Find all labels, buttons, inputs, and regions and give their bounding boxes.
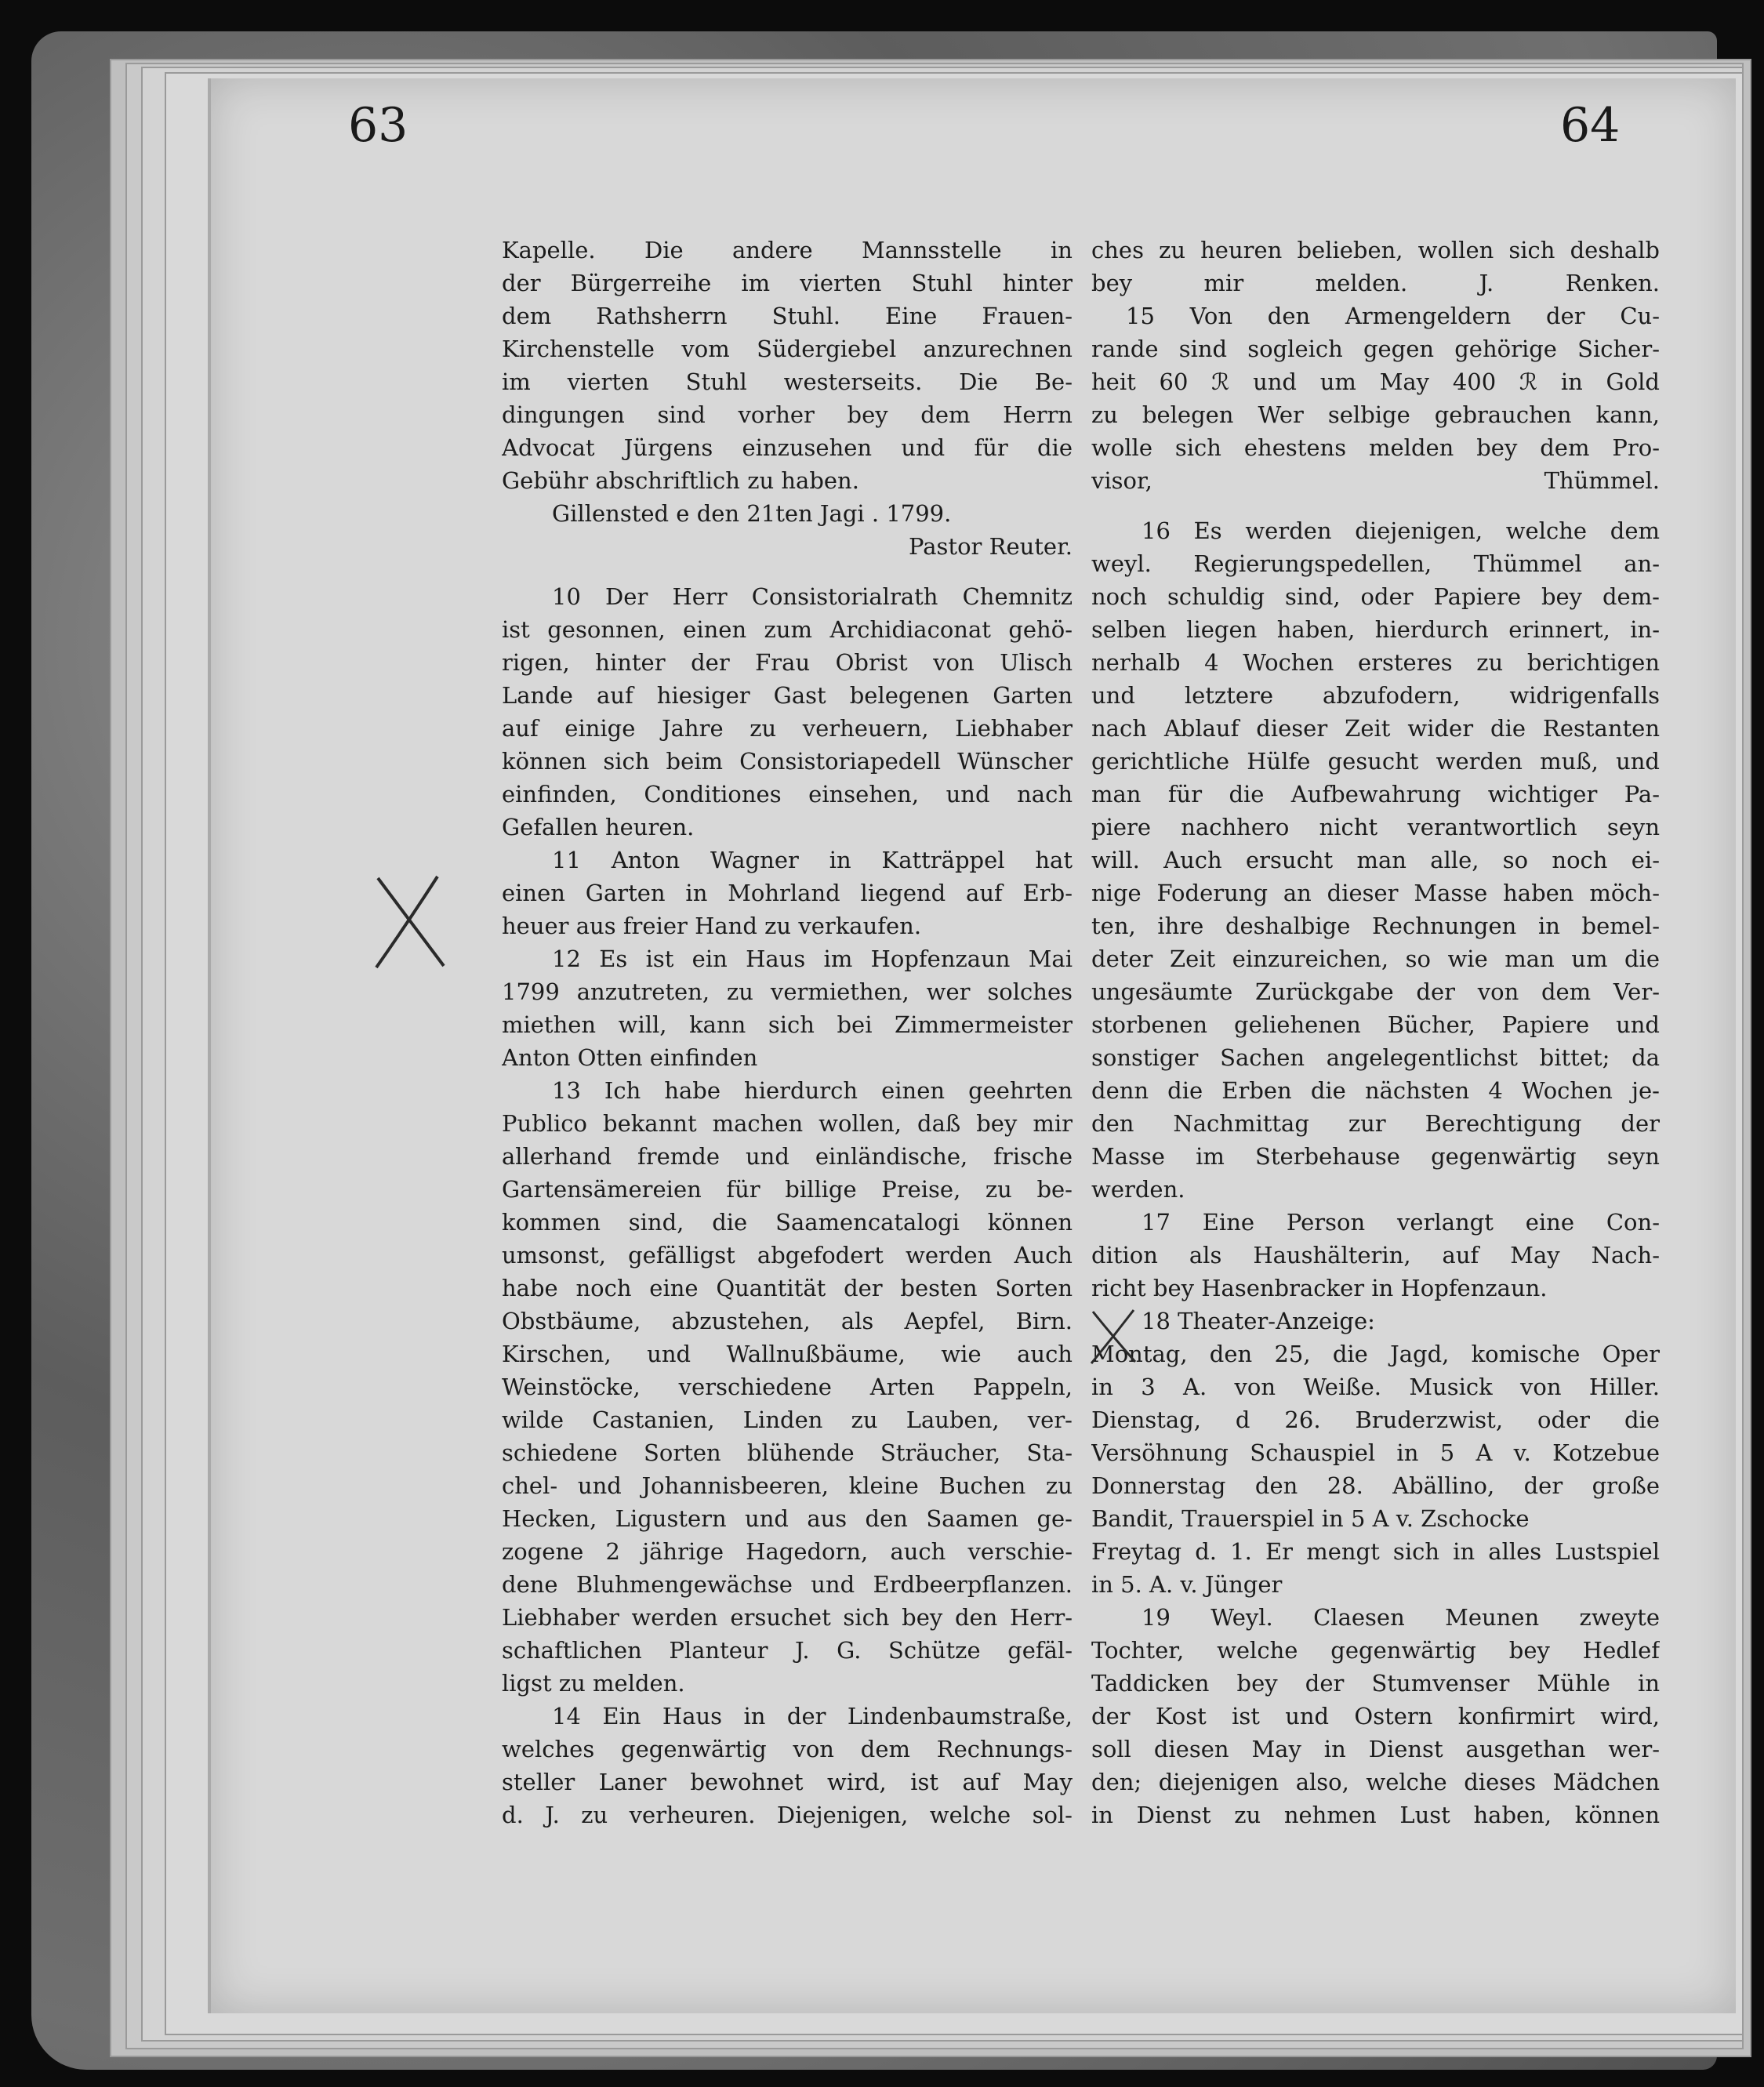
text-line: piere nachhero nicht verantwortlich seyn: [1091, 814, 1660, 840]
text-line: 18 Theater-Anzeige:: [1142, 1308, 1375, 1334]
text-line: 16 Es werden diejenigen, welche dem: [1142, 517, 1660, 544]
text-line: heit 60 ℛ und um May 400 ℛ in Gold: [1091, 368, 1660, 395]
text-line: umsonst, gefälligst abgefodert werden Auch: [502, 1242, 1073, 1269]
text-line: zogene 2 jährige Hagedorn, auch verschie-: [502, 1538, 1073, 1565]
text-line: Kapelle. Die andere Mannsstelle in: [502, 237, 1073, 263]
text-line: der Bürgerreihe im vierten Stuhl hinter: [502, 270, 1073, 296]
text-line: ches zu heuren belieben, wollen sich deshalb: [1091, 237, 1660, 263]
text-line: Liebhaber werden ersuchet sich bey den Herr-: [502, 1604, 1073, 1631]
text-line: 12 Es ist ein Haus im Hopfenzaun Mai: [552, 946, 1073, 972]
text-line: in 5. A. v. Jünger: [1091, 1571, 1283, 1598]
text-line: schaftlichen Planteur J. G. Schütze gefäl-: [502, 1637, 1073, 1664]
text-line: 10 Der Herr Consistorialrath Chemnitz: [552, 583, 1073, 610]
text-column-right: [1091, 234, 1660, 1990]
text-line: Hecken, Ligustern und aus den Saamen ge-: [502, 1505, 1073, 1532]
text-line: ligst zu melden.: [502, 1670, 685, 1697]
text-line: richt bey Hasenbracker in Hopfenzaun.: [1091, 1275, 1548, 1301]
text-line: Kirschen, und Wallnußbäume, wie auch: [502, 1341, 1073, 1367]
text-line: nach Ablauf dieser Zeit wider die Restanten: [1091, 715, 1660, 742]
text-line: Advocat Jürgens einzusehen und für die: [502, 434, 1073, 461]
text-line: bey mir melden. J. Renken.: [1091, 270, 1660, 296]
text-line: visor, Thümmel.: [1091, 467, 1660, 494]
text-line: Montag, den 25, die Jagd, komische Oper: [1091, 1341, 1660, 1367]
text-line: noch schuldig sind, oder Papiere bey dem-: [1091, 583, 1660, 610]
text-line: Gillensted e den 21ten Jagi . 1799.: [552, 500, 952, 527]
text-line: chel- und Johannisbeeren, kleine Buchen zu: [502, 1472, 1073, 1499]
text-line: d. J. zu verheuren. Diejenigen, welche sol-: [502, 1802, 1073, 1828]
text-line: 14 Ein Haus in der Lindenbaumstraße,: [552, 1703, 1073, 1729]
text-line: Versöhnung Schauspiel in 5 A v. Kotzebue: [1091, 1439, 1660, 1466]
text-line: Anton Otten einfinden: [502, 1044, 758, 1071]
text-line: 11 Anton Wagner in Katträppel hat: [552, 847, 1073, 873]
text-line: den; diejenigen also, welche dieses Mädchen: [1091, 1769, 1660, 1795]
page-number-right: 64: [1560, 98, 1621, 153]
page-number-left: 63: [348, 98, 408, 153]
text-line: kommen sind, die Saamencatalogi können: [502, 1209, 1073, 1236]
text-line: will. Auch ersucht man alle, so noch ei-: [1091, 847, 1660, 873]
handwritten-x-mark-right: [1087, 1305, 1142, 1367]
text-line: ungesäumte Zurückgabe der von dem Ver-: [1091, 978, 1660, 1005]
text-line: wolle sich ehestens melden bey dem Pro-: [1091, 434, 1660, 461]
text-line: in 3 A. von Weiße. Musick von Hiller.: [1091, 1374, 1660, 1400]
text-line: Donnerstag den 28. Abällino, der große: [1091, 1472, 1660, 1499]
text-line: weyl. Regierungspedellen, Thümmel an-: [1091, 550, 1660, 577]
text-line: den Nachmittag zur Berechtigung der: [1091, 1110, 1660, 1137]
text-line: Kirchenstelle vom Südergiebel anzurechnen: [502, 336, 1073, 362]
text-line: nerhalb 4 Wochen ersteres zu berichtigen: [1091, 649, 1660, 676]
text-line: auf einige Jahre zu verheuern, Liebhaber: [502, 715, 1073, 742]
text-line: im vierten Stuhl westerseits. Die Be-: [502, 368, 1073, 395]
text-line: Pastor Reuter.: [909, 533, 1073, 560]
text-line: Lande auf hiesiger Gast belegenen Garten: [502, 682, 1073, 709]
text-column-left: [502, 234, 1073, 1990]
text-line: miethen will, kann sich bei Zimmermeister: [502, 1011, 1073, 1038]
text-line: wilde Castanien, Linden zu Lauben, ver-: [502, 1406, 1073, 1433]
text-line: Taddicken bey der Stumvenser Mühle in: [1091, 1670, 1660, 1697]
text-line: Obstbäume, abzustehen, als Aepfel, Birn.: [502, 1308, 1073, 1334]
text-line: dene Bluhmengewächse und Erdbeerpflanzen.: [502, 1571, 1073, 1598]
text-line: deter Zeit einzureichen, so wie man um die: [1091, 946, 1660, 972]
text-line: 1799 anzutreten, zu vermiethen, wer solches: [502, 978, 1073, 1005]
text-line: in Dienst zu nehmen Lust haben, können: [1091, 1802, 1660, 1828]
text-line: 13 Ich habe hierdurch einen geehrten: [552, 1077, 1073, 1104]
text-line: werden.: [1091, 1176, 1185, 1203]
text-line: sonstiger Sachen angelegentlichst bittet; da: [1091, 1044, 1660, 1071]
text-line: 19 Weyl. Claesen Meunen zweyte: [1142, 1604, 1660, 1631]
text-line: nige Foderung an dieser Masse haben möch-: [1091, 880, 1660, 906]
text-line: heuer aus freier Hand zu verkaufen.: [502, 913, 922, 939]
text-line: dem Rathsherrn Stuhl. Eine Frauen-: [502, 303, 1073, 329]
text-line: allerhand fremde und einländische, frische: [502, 1143, 1073, 1170]
text-line: 15 Von den Armengeldern der Cu-: [1126, 303, 1660, 329]
text-line: und letztere abzufodern, widrigenfalls: [1091, 682, 1660, 709]
text-line: Gefallen heuren.: [502, 814, 695, 840]
text-line: storbenen geliehenen Bücher, Papiere und: [1091, 1011, 1660, 1038]
text-line: rigen, hinter der Frau Obrist von Ulisch: [502, 649, 1073, 676]
paragraph-gap: [502, 563, 1073, 580]
text-line: Freytag d. 1. Er mengt sich in alles Lustspiel: [1091, 1538, 1660, 1565]
text-line: zu belegen Wer selbige gebrauchen kann,: [1091, 401, 1660, 428]
text-line: Dienstag, d 26. Bruderzwist, oder die: [1091, 1406, 1660, 1433]
text-line: selben liegen haben, hierdurch erinnert, in-: [1091, 616, 1660, 643]
text-line: Gartensämereien für billige Preise, zu be-: [502, 1176, 1073, 1203]
text-line: Bandit, Trauerspiel in 5 A v. Zschocke: [1091, 1505, 1530, 1532]
text-line: einfinden, Conditiones einsehen, und nach: [502, 781, 1073, 808]
text-line: rande sind sogleich gegen gehörige Sicher-: [1091, 336, 1660, 362]
text-line: habe noch eine Quantität der besten Sorten: [502, 1275, 1073, 1301]
text-line: Gebühr abschriftlich zu haben.: [502, 467, 859, 494]
text-line: Weinstöcke, verschiedene Arten Pappeln,: [502, 1374, 1073, 1400]
handwritten-x-mark-left: [368, 870, 455, 972]
text-line: Tochter, welche gegenwärtig bey Hedlef: [1091, 1637, 1660, 1664]
text-line: welches gegenwärtig von dem Rechnungs-: [502, 1736, 1073, 1762]
text-line: 17 Eine Person verlangt eine Con-: [1142, 1209, 1660, 1236]
text-line: schiedene Sorten blühende Sträucher, Sta-: [502, 1439, 1073, 1466]
text-line: Masse im Sterbehause gegenwärtig seyn: [1091, 1143, 1660, 1170]
text-line: steller Laner bewohnet wird, ist auf May: [502, 1769, 1073, 1795]
text-line: können sich beim Consistoriapedell Wünscher: [502, 748, 1073, 775]
paragraph-gap: [1091, 497, 1660, 514]
text-line: Publico bekannt machen wollen, daß bey mir: [502, 1110, 1073, 1137]
text-line: einen Garten in Mohrland liegend auf Erb-: [502, 880, 1073, 906]
text-line: soll diesen May in Dienst ausgethan wer-: [1091, 1736, 1660, 1762]
text-line: denn die Erben die nächsten 4 Wochen je-: [1091, 1077, 1660, 1104]
text-line: der Kost ist und Ostern konfirmirt wird,: [1091, 1703, 1660, 1729]
text-line: ist gesonnen, einen zum Archidiaconat gehö-: [502, 616, 1073, 643]
text-line: gerichtliche Hülfe gesucht werden muß, und: [1091, 748, 1660, 775]
text-line: man für die Aufbewahrung wichtiger Pa-: [1091, 781, 1660, 808]
text-line: dingungen sind vorher bey dem Herrn: [502, 401, 1073, 428]
text-line: ten, ihre deshalbige Rechnungen in bemel-: [1091, 913, 1660, 939]
text-line: dition als Haushälterin, auf May Nach-: [1091, 1242, 1660, 1269]
